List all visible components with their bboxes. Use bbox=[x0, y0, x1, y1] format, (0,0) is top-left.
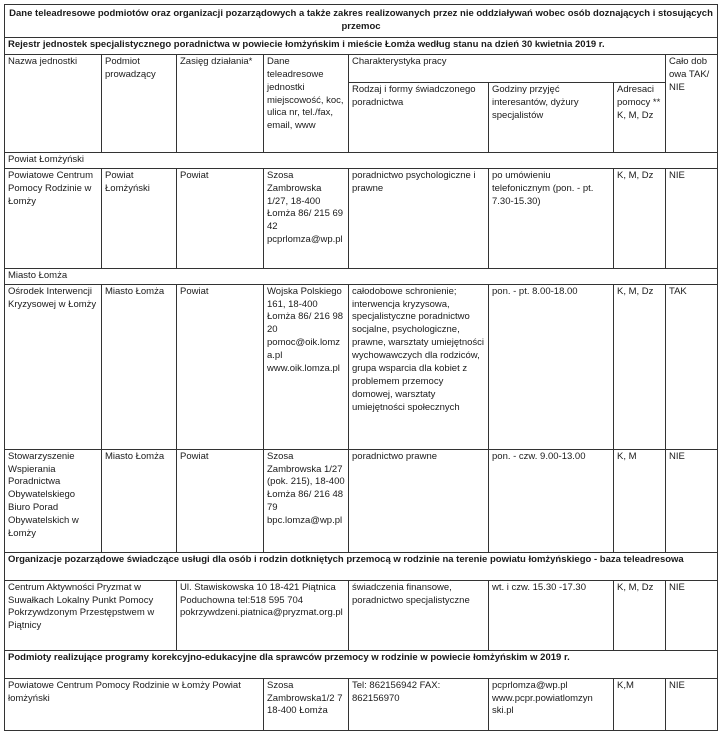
row-name: Ośrodek Interwencji Kryzysowej w Łomży bbox=[5, 284, 102, 449]
ngo-allday: NIE bbox=[666, 580, 718, 650]
header-forms: Rodzaj i formy świadczonego poradnictwa bbox=[349, 82, 489, 152]
program-address: Szosa Zambrowska1/2 7 18-400 Łomża bbox=[264, 678, 349, 730]
header-founder: Podmiot prowadzący bbox=[102, 54, 177, 152]
row-forms: poradnictwo prawne bbox=[349, 449, 489, 552]
row-hours: pon. - czw. 9.00-13.00 bbox=[489, 449, 614, 552]
row-range: Powiat bbox=[177, 449, 264, 552]
ngo-name: Centrum Aktywności Pryzmat w Suwałkach Lokalny Punkt Pomocy Pokrzywdzonym Przestępstwem w Piątnicy bbox=[5, 580, 177, 650]
programs-heading: Podmioty realizujące programy korekcyjno-edukacyjne dla sprawców przemocy w rodzinie w powiecie łomżyńskim w 2019 r. bbox=[5, 650, 718, 678]
row-allday: TAK bbox=[666, 284, 718, 449]
row-forms: całodobowe schronienie; interwencja kryzysowa, specjalistyczne poradnictwo socjalne, psychologiczne, prawne, warsztaty umiejętności wychowawczych dla rodziców, grupa wsparcia dla kobiet z problemem przemocy domowej, warsztaty umiejętności społecznych bbox=[349, 284, 489, 449]
group-powiat: Powiat Łomżyński bbox=[5, 152, 718, 168]
row-founder: Miasto Łomża bbox=[102, 449, 177, 552]
row-name: Powiatowe Centrum Pomocy Rodzinie w Łomży bbox=[5, 168, 102, 268]
row-addressees: K, M, Dz bbox=[614, 284, 666, 449]
row-range: Powiat bbox=[177, 168, 264, 268]
registry-table bbox=[4, 4, 718, 731]
program-addressees: K,M bbox=[614, 678, 666, 730]
row-founder: Miasto Łomża bbox=[102, 284, 177, 449]
header-characteristics: Charakterystyka pracy bbox=[349, 54, 666, 82]
row-founder: Powiat Łomżyński bbox=[102, 168, 177, 268]
row-contact: Szosa Zambrowska 1/27, 18-400 Łomża 86/ 215 69 42 pcprlomza@wp.pl bbox=[264, 168, 349, 268]
row-addressees: K, M bbox=[614, 449, 666, 552]
row-allday: NIE bbox=[666, 168, 718, 268]
ngo-forms: świadczenia finansowe, poradnictwo specjalistyczne bbox=[349, 580, 489, 650]
header-hours: Godziny przyjęć interesantów, dyżury specjalistów bbox=[489, 82, 614, 152]
registry-heading: Rejestr jednostek specjalistycznego poradnictwa w powiecie łomżyńskim i mieście Łomża według stanu na dzień 30 kwietnia 2019 r. bbox=[5, 37, 718, 54]
ngo-addressees: K, M, Dz bbox=[614, 580, 666, 650]
header-contact: Dane teleadresowe jednostki miejscowość, koc, ulica nr, tel./fax, email, www bbox=[264, 54, 349, 152]
row-contact: Wojska Polskiego 161, 18-400 Łomża 86/ 216 98 20 pomoc@oik.lomza.pl www.oik.lomza.pl bbox=[264, 284, 349, 449]
program-web: pcprlomza@wp.pl www.pcpr.powiatlomzyn ski.pl bbox=[489, 678, 614, 730]
row-allday: NIE bbox=[666, 449, 718, 552]
ngo-heading: Organizacje pozarządowe świadczące usługi dla osób i rodzin dotkniętych przemocą w rodzinie na terenie powiatu łomżyńskiego - baza teleadresowa bbox=[5, 552, 718, 580]
row-contact: Szosa Zambrowska 1/27 (pok. 215), 18-400 Łomża 86/ 216 48 79 bpc.lomza@wp.pl bbox=[264, 449, 349, 552]
row-name: Stowarzyszenie Wspierania Poradnictwa Obywatelskiego Biuro Porad Obywatelskich w Łomży bbox=[5, 449, 102, 552]
header-name: Nazwa jednostki bbox=[5, 54, 102, 152]
program-name: Powiatowe Centrum Pomocy Rodzinie w Łomży Powiat łomżyński bbox=[5, 678, 264, 730]
row-forms: poradnictwo psychologiczne i prawne bbox=[349, 168, 489, 268]
group-miasto: Miasto Łomża bbox=[5, 268, 718, 284]
program-phone: Tel: 862156942 FAX: 862156970 bbox=[349, 678, 489, 730]
header-allday: Cało dob owa TAK/ NIE bbox=[666, 54, 718, 152]
row-hours: pon. - pt. 8.00-18.00 bbox=[489, 284, 614, 449]
document-title: Dane teleadresowe podmiotów oraz organizacji pozarządowych a także zakres realizowanych przez nie oddziaływań wobec osób doznających i stosujących przemoc bbox=[5, 5, 718, 38]
header-addressees: Adresaci pomocy ** K, M, Dz bbox=[614, 82, 666, 152]
header-range: Zasięg działania* bbox=[177, 54, 264, 152]
row-addressees: K, M, Dz bbox=[614, 168, 666, 268]
row-hours: po umówieniu telefonicznym (pon. - pt. 7.30-15.30) bbox=[489, 168, 614, 268]
row-range: Powiat bbox=[177, 284, 264, 449]
program-allday: NIE bbox=[666, 678, 718, 730]
ngo-hours: wt. i czw. 15.30 -17.30 bbox=[489, 580, 614, 650]
ngo-contact: Ul. Stawiskowska 10 18-421 Piątnica Poduchowna tel:518 595 704 pokrzywdzeni.piatnica@pryzmat.org.pl bbox=[177, 580, 349, 650]
